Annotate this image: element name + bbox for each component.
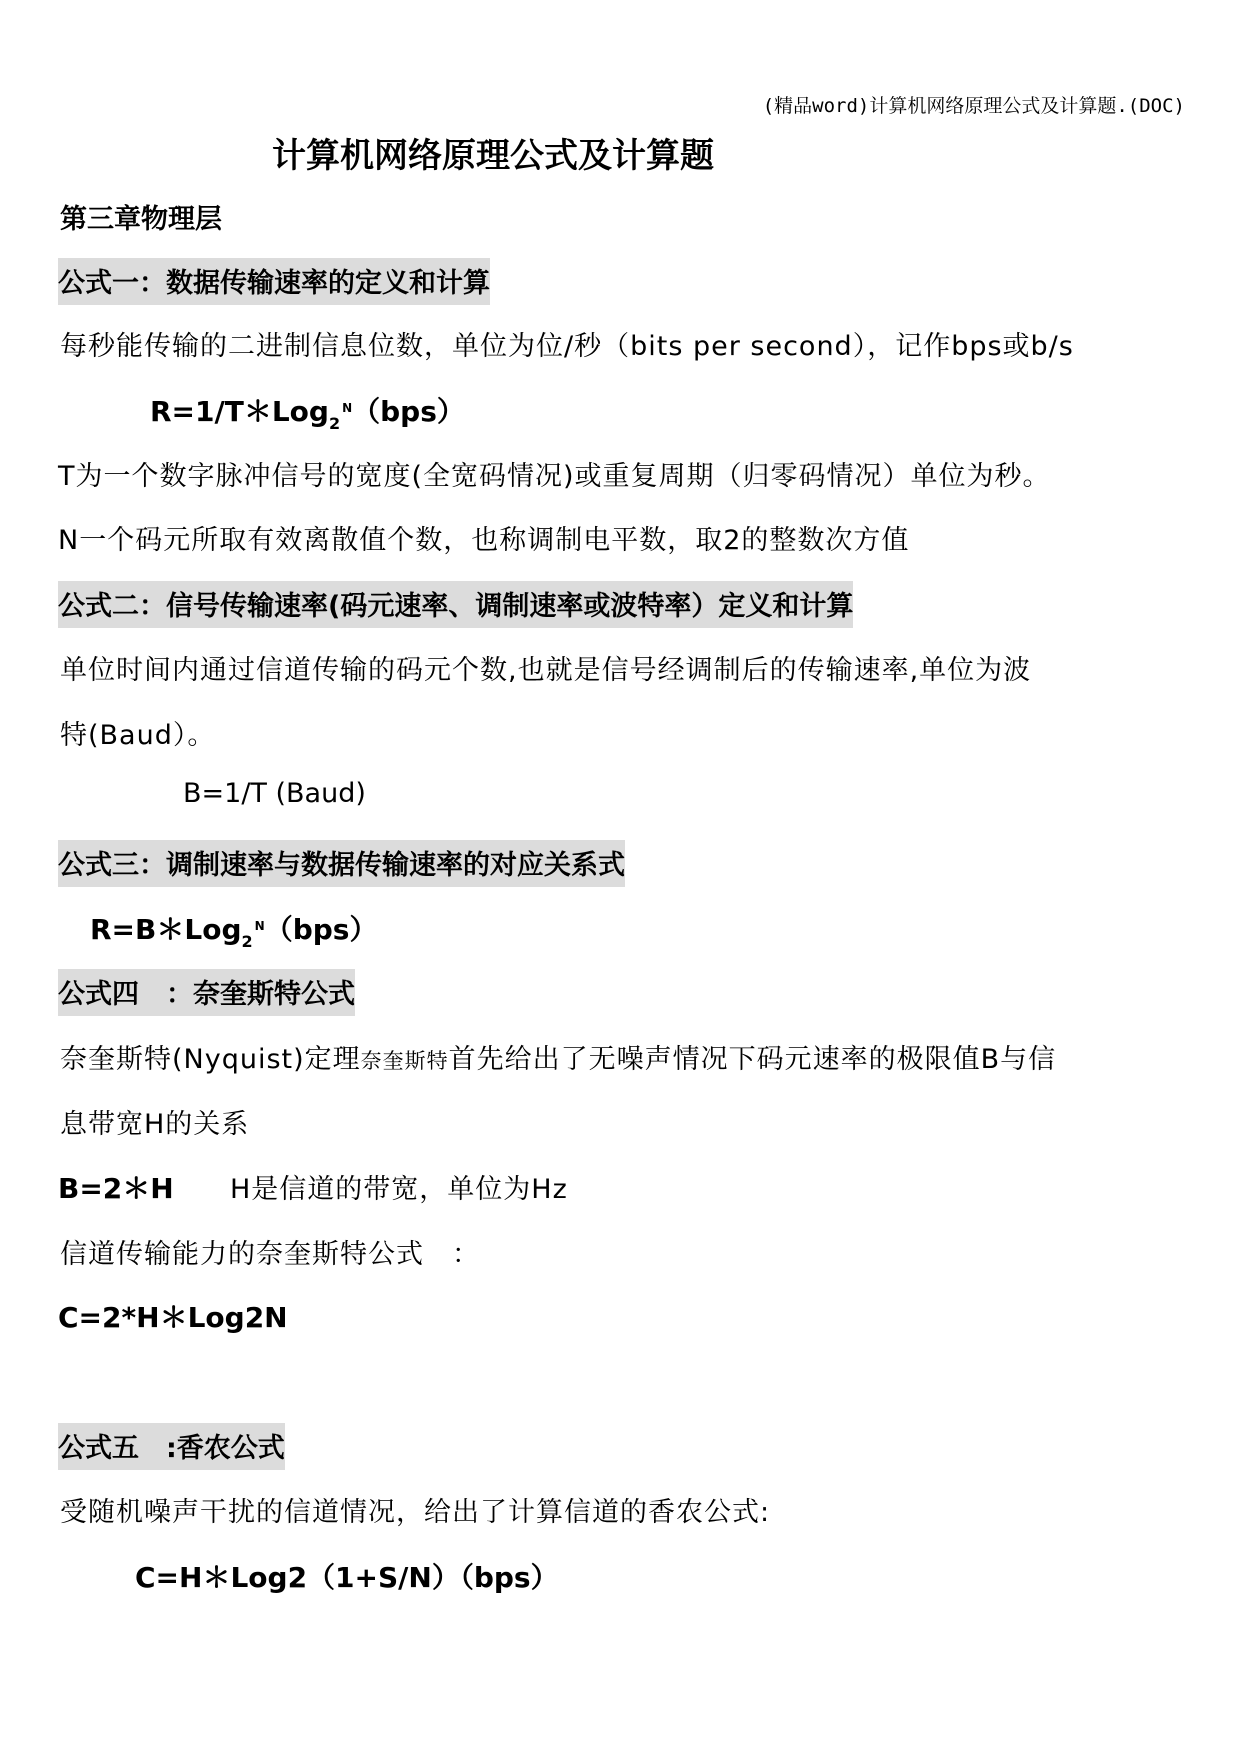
formula-4-small-text: 奈奎斯特: [360, 1049, 449, 1073]
formula-2-description-line-2: 特(Baud）。: [60, 720, 216, 751]
header-note: (精品word)计算机网络原理公式及计算题.(DOC): [762, 95, 1185, 117]
formula-4-bandwidth: B=2＊H: [58, 1172, 174, 1205]
formula-3-main: R=B＊Log: [90, 913, 242, 946]
formula-1-unit: （bps）: [352, 395, 465, 428]
formula-1-note-t: T为一个数字脉冲信号的宽度(全宽码情况)或重复周期（归零码情况）单位为秒。: [58, 461, 1051, 492]
formula-1-description: 每秒能传输的二进制信息位数，单位为位/秒（bits per second），记作bps或b/s: [60, 331, 1074, 362]
formula-1-subscript: $_2^N$: [328, 401, 353, 433]
formula-1-heading: 公式一：数据传输速率的定义和计算: [58, 258, 490, 305]
formula-4-heading: 公式四 ：奈奎斯特公式: [58, 969, 355, 1016]
formula-2-description-line-1: 单位时间内通过信道传输的码元个数,也就是信号经调制后的传输速率,单位为波: [60, 655, 1032, 686]
formula-4-description-line-3: 信道传输能力的奈奎斯特公式 ：: [60, 1239, 480, 1270]
formula-1-main: R=1/T＊Log: [150, 395, 329, 428]
formula-1-note-n: N一个码元所取有效离散值个数，也称调制电平数，取2的整数次方值: [58, 525, 910, 556]
formula-3: [90, 908, 378, 951]
formula-5-shannon: C=H＊Log2（1+S/N）（bps）: [135, 1561, 559, 1594]
formula-3-heading: 公式三：调制速率与数据传输速率的对应关系式: [58, 840, 625, 887]
page-title: 计算机网络原理公式及计算题: [272, 136, 714, 176]
formula-5-heading: 公式五 :香农公式: [58, 1423, 285, 1470]
formula-4-bandwidth-note: H是信道的带宽，单位为Hz: [230, 1174, 568, 1205]
formula-4-description-line-1: 奈奎斯特(Nyquist)定理奈奎斯特首先给出了无噪声情况下码元速率的极限值B与信: [60, 1044, 1057, 1075]
formula-3-unit: （bps）: [264, 913, 378, 946]
formula-4-nyquist: C=2*H＊Log2N: [58, 1301, 288, 1334]
formula-3-subscript: $_2^N$: [241, 919, 265, 951]
formula-4-description-line-2: 息带宽H的关系: [60, 1109, 250, 1140]
chapter-heading: 第三章物理层: [60, 204, 222, 235]
formula-1: [150, 390, 465, 433]
formula-2-heading: 公式二：信号传输速率(码元速率、调制速率或波特率）定义和计算: [58, 581, 853, 628]
formula-2: B=1/T (Baud): [183, 778, 366, 809]
formula-5-description: 受随机噪声干扰的信道情况，给出了计算信道的香农公式:: [60, 1497, 771, 1528]
